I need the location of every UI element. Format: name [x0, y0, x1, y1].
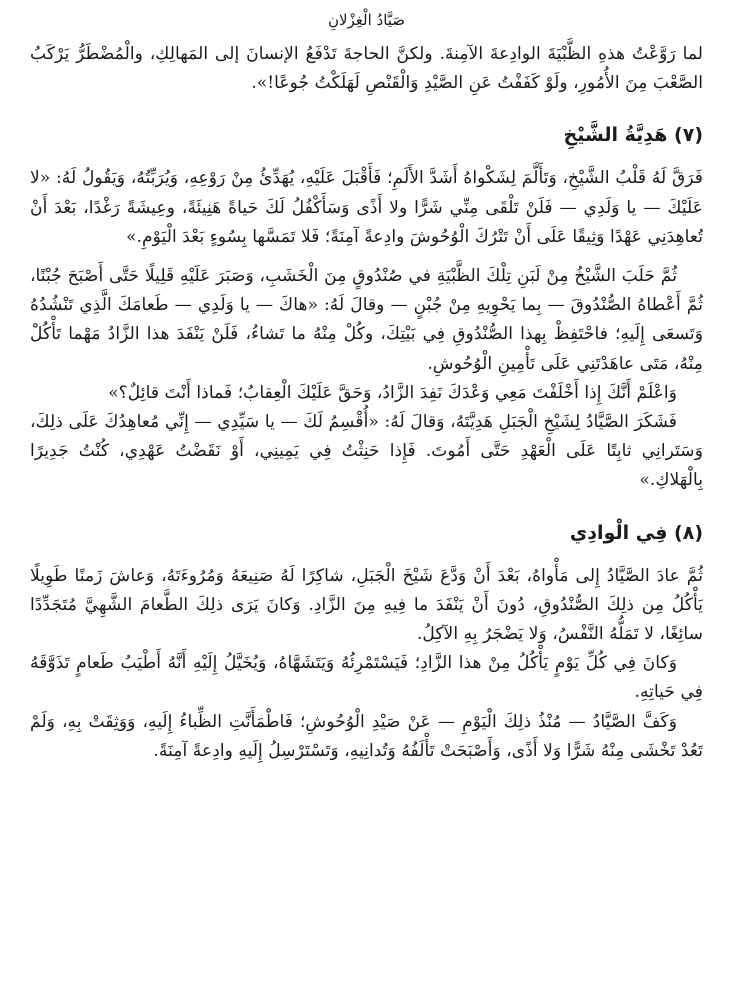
section-7-paragraph-4: فَشَكَرَ الصَّيَّادُ لِشَيْخِ الْجَبَلِ هَدِيَّتَهُ، وَقالَ لَهُ: «أُقْسِمُ لَكَ — يا سَيِّدِي — إِنِّي مُعاهِدُكَ عَلَى ذلِكَ، وَسَتَرانِي ثابِتًا عَلَى الْعَهْدِ حَتَّى أَمُوتَ. فَإِذا حَنِثْتُ فِي يَمِينِي، أَوْ نَقَضْتُ عَهْدِي، كُنْتُ جَدِيرًا بِالْهَلاكِ.»	[30, 412, 703, 491]
section-8-paragraph-3: وَكَفَّ الصَّيَّادُ — مُنْذُ ذلِكَ الْيَوْمِ — عَنْ صَيْدِ الْوُحُوشِ؛ فَاطْمَأَنَّتِ الظِّباءُ إِلَيهِ، وَوَثِقَتْ بِهِ، وَلَمْ تَعُدْ تَخْشَى مِنْهُ شَرًّا وَلا أَذًى، وَأَصْبَحَتْ تَأْلَفُهُ وَتُدانِيهِ، وَتَسْتَرْسِلُ إِلَيهِ وادِعةً آمِنَةً.	[30, 711, 703, 761]
running-head: صَيَّادُ الْغِزْلانِ	[327, 11, 406, 29]
section-7-heading: (٧) هَدِيَّةُ الشَّيْخِ	[563, 124, 703, 147]
section-8-paragraph-1: ثُمَّ عادَ الصَّيَّادُ إِلى مَأْواهُ، بَعْدَ أَنْ وَدَّعَ شَيْخَ الْجَبَلِ، شاكِرًا لَهُ صَنِيعَهُ وَمُرُوءَتَهُ، وَعاشَ زَمنًا طَوِيلًا يَأْكُلُ مِن ذلِكَ الصُّنْدُوقِ، دُونَ أَنْ يَنْفَدَ ما فِيهِ مِنَ الزَّادِ. وَكانَ يَرَى ذلِكَ الطَّعامَ الشَّهِيَّ مُتَجَدِّدًا سائِغًا، لا تَمَلُّهُ النَّفْسُ، وَلا يَضْجَرُ بِهِ الآكِلُ.	[30, 565, 703, 645]
intro-paragraph: لما رَوَّعْتُ هذهِ الظَّبْيَةَ الوادِعةَ الآمِنةَ. ولكنَّ الحاجةَ تَدْفَعُ الإنسانَ إلى المَهالِكِ، والْمُضْطَرُّ يَرْكَبُ الصَّعْبَ مِنَ الأُمُورِ، ولَوْ كَفَفْتُ عَنِ الصَّيْدِ وَالْقَنْصِ لَهَلَكْتُ جُوعًا!».	[30, 44, 703, 94]
section-7-paragraph-2: ثُمَّ حَلَبَ الشَّيْخُ مِنْ لَبَنِ تِلْكَ الظَّبْيَةِ في صُنْدُوقٍ مِنَ الْخَشَبِ، وَصَبَرَ عَلَيْهِ قَلِيلًا حَتَّى أَصْبَحَ جُبْنًا، ثُمَّ أَعْطاهُ الصُّنْدُوقَ — بِما يَحْوِيهِ مِنْ جُبْنٍ — وقالَ لَهُ: «هاكَ — يا وَلَدِي — طَعامَكَ الَّذِي تَنْشُدُهُ وَتَسعَى إِلَيهِ؛ فاحْتَفِظْ بِهذا الصُّنْدُوقِ فِي بَيْتِكَ، وكُلْ مِنْهُ ما تَشاءُ، فَلَنْ يَنْفَدَ هذا الزَّادُ مَهْما تَأْكُلْ مِنْهُ، مَتَى عاهَدْتَنِي عَلَى تَأْمِينِ الْوُحُوشِ.	[30, 266, 703, 374]
section-7-paragraph-1: فَرَقَّ لَهُ قَلْبُ الشَّيْخِ، وَتَأَلَّمَ لِشَكْواهُ أَشَدَّ الأَلَمِ؛ فَأَقْبَلَ عَلَيْهِ، يُهَدِّئُ مِنْ رَوْعِهِ، وَيُرَبِّتُهُ، وَيَقُولُ لَهُ: «لا عَلَيْكَ — يا وَلَدِي — فَلَنْ تَلْقَى مِنِّي شَرًّا ولا أَذًى وَسَأَكْفُلُ لَكَ حَياةً هَنِيئَةً، وعِيشَةً رَغْدًا، بَعْدَ أَنْ تُعاهِدَنِي عَهْدًا وَثِيقًا عَلَى أَنْ تَتْرُكَ الْوُحُوشَ وادِعةً آمِنَةً؛ فَلا تَمَسَّها بِسُوءٍ بَعْدَ الْيَوْمِ.»	[30, 168, 703, 247]
section-8-heading: (٨) فِي الْوادِي	[569, 521, 703, 544]
section-8-paragraph-2: وَكانَ فِي كُلِّ يَوْمٍ يَأْكُلُ مِنْ هذا الزَّادِ؛ فَيَسْتَمْرِئُهُ وَيَتَشَهَّاهُ، وَيُخَيَّلُ إِلَيْهِ أَنَّهُ أَطْيَبُ طَعامٍ تَذَوَّقَهُ فِي حَياتِهِ.	[30, 653, 703, 703]
section-7-paragraph-3: وَاعْلَمْ أَنَّكَ إِذا أَخْلَفْتَ مَعِي وَعْدَكَ نَفِدَ الزَّادُ، وَحَقَّ عَلَيْكَ الْعِقابُ؛ فَماذا أَنْتَ قائِلٌ؟»	[108, 382, 677, 403]
